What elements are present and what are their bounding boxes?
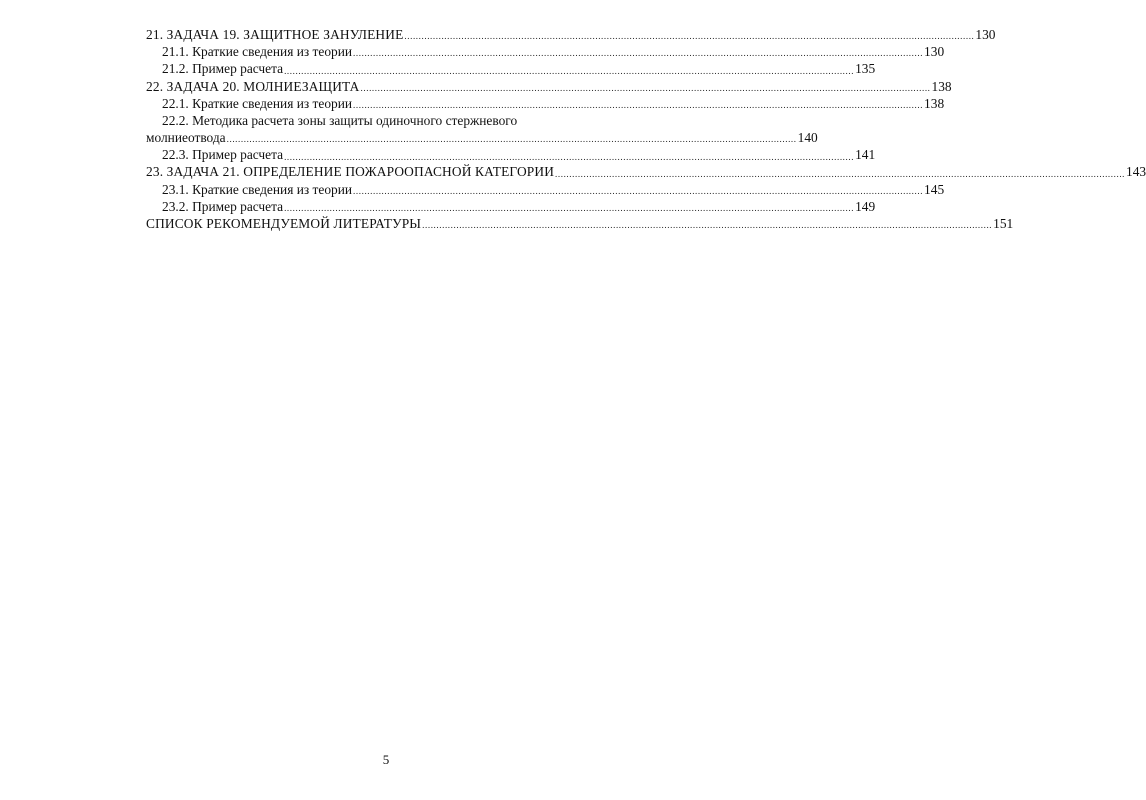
toc-entry-page: 130 [975, 26, 996, 42]
toc-entry-title: 22. ЗАДАЧА 20. МОЛНИЕЗАЩИТА [146, 78, 360, 94]
toc-entry [146, 164, 1146, 181]
toc-entry-page: 141 [855, 147, 876, 163]
toc-entry-title: 22.2. Методика расчета зоны защиты одиночного стержневого [162, 112, 518, 128]
toc-entry-wrapped-line2 [146, 129, 818, 146]
toc-entry-title: 22.3. Пример расчета [162, 147, 284, 163]
toc-leader-dots: ........................................................................................................................................................................................................ [226, 134, 797, 145]
toc-entry-title: 21. ЗАДАЧА 19. ЗАЩИТНОЕ ЗАНУЛЕНИЕ [146, 26, 404, 42]
toc-entry-title: 23. ЗАДАЧА 21. ОПРЕДЕЛЕНИЕ ПОЖАРООПАСНОЙ КАТЕГОРИИ [146, 164, 555, 180]
toc-entry-page: 138 [931, 78, 952, 94]
toc-entry-title: 23.2. Пример расчета [162, 198, 284, 214]
toc-entry [146, 26, 996, 43]
toc-entry-title: 21.2. Пример расчета [162, 61, 284, 77]
toc-entry [146, 146, 876, 163]
toc-entry-page: 149 [855, 198, 876, 214]
toc-entry-page: 135 [855, 61, 876, 77]
toc-entry-page: 138 [924, 95, 945, 111]
toc-entry [146, 198, 876, 215]
toc-entry [146, 43, 945, 60]
toc-leader-dots: ........................................................................................................................................................................................................ [284, 203, 855, 214]
toc-entry [146, 215, 1014, 232]
toc-entry [146, 95, 945, 112]
toc-entry-page: 130 [924, 44, 945, 60]
toc-leader-dots: ........................................................................................................................................................................................................ [555, 168, 1126, 179]
toc-leader-dots: ........................................................................................................................................................................................................ [422, 220, 993, 231]
toc-leader-dots: ........................................................................................................................................................................................................ [353, 99, 924, 110]
toc-leader-dots: ........................................................................................................................................................................................................ [353, 185, 924, 196]
toc-entry-page: 145 [924, 181, 945, 197]
toc-entry [146, 78, 952, 95]
toc-entry-page: 143 [1126, 164, 1146, 180]
toc-entry-title: СПИСОК РЕКОМЕНДУЕМОЙ ЛИТЕРАТУРЫ [146, 216, 422, 232]
toc-entry [146, 60, 876, 77]
toc-leader-dots: ........................................................................................................................................................................................................ [284, 65, 855, 76]
toc-entry-page: 151 [993, 216, 1014, 232]
toc-leader-dots: ........................................................................................................................................................................................................ [353, 48, 924, 59]
toc-leader-dots: ........................................................................................................................................................................................................ [360, 82, 931, 93]
toc-entry-title: 21.1. Краткие сведения из теории [162, 44, 353, 60]
toc-entry-title: 23.1. Краткие сведения из теории [162, 181, 353, 197]
page-number: 5 [382, 752, 390, 767]
toc-leader-dots: ........................................................................................................................................................................................................ [404, 31, 975, 42]
table-of-contents [146, 26, 1146, 232]
toc-entry-title-continued: молниеотвода [146, 130, 226, 146]
toc-entry [146, 181, 945, 198]
toc-leader-dots: ........................................................................................................................................................................................................ [284, 151, 855, 162]
toc-entry-page: 140 [797, 130, 818, 146]
toc-entry-wrapped-line1 [146, 112, 626, 129]
toc-entry-title: 22.1. Краткие сведения из теории [162, 95, 353, 111]
